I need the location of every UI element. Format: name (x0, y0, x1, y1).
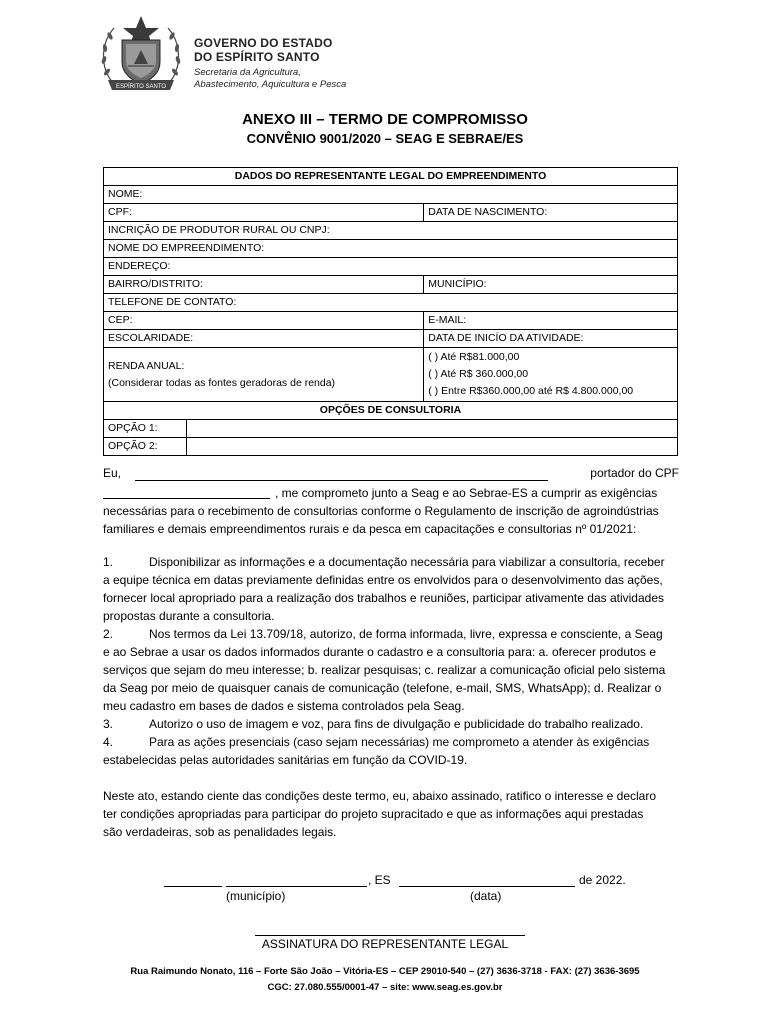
field-bairro[interactable]: BAIRRO/DISTRITO: (104, 276, 424, 294)
field-endereco[interactable]: ENDEREÇO: (104, 258, 678, 276)
item-number: 1. (103, 555, 114, 569)
closing-line-1: Neste ato, estando ciente das condições deste termo, eu, abaixo assinado, ratifico o interesse e declaro (103, 789, 656, 803)
field-nome-empreendimento[interactable]: NOME DO EMPREENDIMENTO: (104, 240, 678, 258)
item-2-first-line (103, 625, 679, 643)
item-1-continuation-line: propostas durante a consultoria. (103, 609, 275, 623)
commitment-text: , me comprometo junto a Seag e ao Sebrae-ES a cumprir as exigências (275, 486, 658, 500)
cpf-blank-line[interactable] (103, 498, 270, 499)
commitment-items (103, 553, 679, 769)
municipio-caption: (município) (226, 889, 286, 903)
item-4-continuation-line: estabelecidas pelas autoridades sanitárias em função da COVID-19. (103, 753, 468, 767)
opcao-1-field[interactable] (187, 420, 678, 438)
field-municipio[interactable]: MUNICÍPIO: (424, 276, 678, 294)
representative-data-table (103, 167, 678, 456)
opcao-2-field[interactable] (187, 438, 678, 456)
year-text: de 2022. (579, 873, 626, 887)
item-text: Autorizo o uso de imagem e voz, para fins de divulgação e publicidade do trabalho realizado. (149, 717, 644, 731)
field-inscricao[interactable]: INCRIÇÃO DE PRODUTOR RURAL OU CNPJ: (104, 222, 678, 240)
item-1-continuation-line: fornecer local apropriado para a realização dos trabalhos e reuniões, participar ativamente das atividades (103, 591, 664, 605)
item-number: 3. (103, 717, 114, 731)
renda-option-2[interactable]: ( ) Até R$ 360.000,00 (428, 368, 529, 380)
org-line-2: DO ESPÍRITO SANTO (194, 50, 320, 64)
closing-line-2: ter condições apropriadas para participar do projeto supracitado e que as informações aqui prestadas (103, 807, 644, 821)
es-text: , ES (368, 873, 391, 887)
document-subtitle: CONVÊNIO 9001/2020 – SEAG E SEBRAE/ES (246, 131, 524, 146)
field-email[interactable]: E-MAIL: (424, 312, 678, 330)
item-3-first-line (103, 715, 679, 733)
logo-ribbon-text: ESPÍRITO SANTO (115, 84, 167, 90)
renda-option-3[interactable]: ( ) Entre R$360.000,00 até R$ 4.800.000,00 (428, 385, 634, 397)
item-1-continuation-line: a equipe técnica em datas previamente definidas entre os envolvidos para o desenvolvimento das ações, (103, 573, 663, 587)
footer-cgc: CGC: 27.080.555/0001-47 – site: www.seag.es.gov.br (267, 982, 503, 993)
field-cep[interactable]: CEP: (104, 312, 424, 330)
organization-header (194, 36, 346, 91)
item-2-continuation-line: da Seag por meio de quaisquer canais de comunicação (telefone, e-mail, SMS, WhatsApp); d. Realizar o (103, 681, 662, 695)
date-blank-line[interactable] (399, 886, 575, 887)
item-text: Disponibilizar as informações e a documentação necessária para viabilizar a consultoria, receber (149, 555, 665, 569)
item-2-continuation-line: meu cadastro em bases de dados e sistema controlados pela Seag. (103, 699, 465, 713)
closing-line-3: são verdadeiras, sob as penalidades legais. (103, 825, 337, 839)
coat-of-arms-logo (96, 14, 186, 96)
renda-options (424, 348, 678, 402)
item-1-first-line (103, 553, 679, 571)
declaration-line-3: necessárias para o recebimento de consultorias conforme o Regulamento de inscrição de agroindústrias (103, 504, 659, 518)
field-data-nascimento[interactable]: DATA DE NASCIMENTO: (424, 204, 678, 222)
org-line-4: Abastecimento, Aquicultura e Pesca (194, 79, 347, 90)
field-cpf[interactable]: CPF: (104, 204, 424, 222)
municipio-blank-line-b[interactable] (226, 886, 367, 887)
renda-label: RENDA ANUAL: (108, 359, 185, 372)
signature-blank-line[interactable] (255, 935, 525, 936)
item-2-continuation-line: serviços que sejam do meu interesse; b. realizar pesquisas; c. realizar a comunicação oficial pelo sistema (103, 663, 666, 677)
name-blank-line[interactable] (135, 480, 548, 481)
signature-caption: ASSINATURA DO REPRESENTANTE LEGAL (261, 937, 509, 951)
item-text: Para as ações presenciais (caso sejam necessárias) me comprometo a atender às exigências (149, 735, 650, 749)
municipio-blank-line-a[interactable] (164, 886, 222, 887)
field-escolaridade[interactable]: ESCOLARIDADE: (104, 330, 424, 348)
declaration-line-2 (103, 484, 679, 502)
item-number: 2. (103, 627, 114, 641)
field-data-inicio[interactable]: DATA DE INICÍO DA ATIVIDADE: (424, 330, 678, 348)
portador-text: portador do CPF (590, 466, 679, 480)
document-title: ANEXO III – TERMO DE COMPROMISSO (242, 111, 528, 128)
data-caption: (data) (470, 889, 502, 903)
field-renda-anual (104, 348, 424, 402)
org-line-1: GOVERNO DO ESTADO (194, 36, 333, 50)
eu-text: Eu, (103, 466, 122, 480)
org-line-3: Secretaria da Agricultura, (194, 67, 301, 78)
opcao-2-label: OPÇÃO 2: (104, 438, 187, 456)
item-number: 4. (103, 735, 114, 749)
renda-note: (Considerar todas as fontes geradoras de renda) (108, 376, 336, 389)
footer-address: Rua Raimundo Nonato, 116 – Forte São João – Vitória-ES – CEP 29010-540 – (27) 3636-3718 - FAX: (27) 3636-3695 (130, 966, 640, 977)
item-2-continuation-line: e ao Sebrae a usar os dados informados durante o cadastro e a consultoria para: a. oferecer produtos e (103, 645, 657, 659)
item-4-first-line (103, 733, 679, 751)
item-text: Nos termos da Lei 13.709/18, autorizo, de forma informada, livre, expressa e consciente, a Seag (149, 627, 663, 641)
renda-option-1[interactable]: ( ) Até R$81.000,00 (428, 351, 520, 363)
section-header-representative: DADOS DO REPRESENTANTE LEGAL DO EMPREENDIMENTO (104, 168, 678, 186)
section-header-consultoria: OPÇÕES DE CONSULTORIA (104, 402, 678, 420)
declaration-line-4: familiares e demais empreendimentos rurais e da pesca em capacitações e consultorias nº 01/2021: (103, 522, 637, 536)
field-nome[interactable]: NOME: (104, 186, 678, 204)
opcao-1-label: OPÇÃO 1: (104, 420, 187, 438)
field-telefone[interactable]: TELEFONE DE CONTATO: (104, 294, 678, 312)
